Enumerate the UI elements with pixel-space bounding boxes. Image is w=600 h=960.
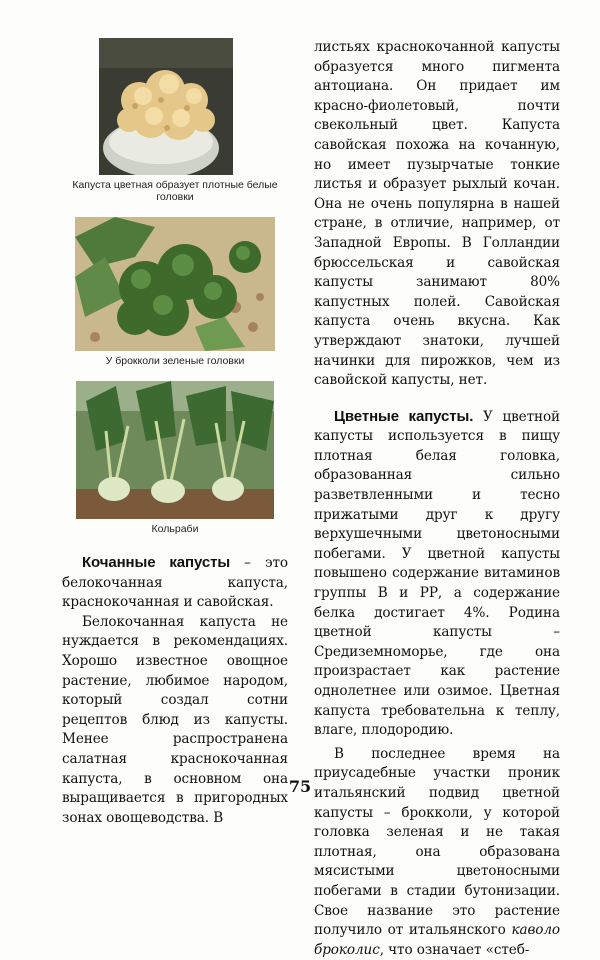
italic-term: каволо броколис <box>314 922 560 958</box>
heading-cauliflower: Цветные капусты. <box>334 407 474 425</box>
cauliflower-photo-icon <box>99 38 233 175</box>
figure-cauliflower <box>99 38 233 175</box>
paragraph-broccoli-start: В последнее время на приусадебные участки проник итальянский подвид цветной капусты – брокколи, у которой головка зеленая и не такая плотная, она образована мясистыми цветоносными побегами в стадии бутонизации. Свое название это растение получило от итальянского <box>314 745 560 939</box>
page-number: 75 <box>288 777 312 796</box>
paragraph-cauliflower-text: У цветной капусты используется в пищу плотная белая головка, образованная сильно разветвленными и тесно прижатыми друг к другу верхушечными цветоносными побегами. У цветной капусты повышено содержание витаминов группы В и РР, а содержание белка достигает 4%. Родина цветной капусты – Средиземноморье, где она произрастает как растение однолетнее или озимое. Цветная капуста требовательна к теплу, влаге, плодородию. <box>314 408 561 739</box>
paragraph-head-cabbage <box>62 553 288 613</box>
kohlrabi-photo-icon <box>76 381 274 519</box>
paragraph-broccoli-end: , что означает «стеб- <box>379 941 530 958</box>
paragraph-white-cabbage: Белокочанная капуста не нуждается в рекомендациях. Хорошо известное овощное растение, любимое народом, который создал сотни рецептов блюд из капусты. Менее распространена салатная краснокочанная капуста, в основном она выращивается в пригородных зонах овощеводства. В <box>62 613 288 826</box>
broccoli-photo-icon <box>75 217 275 351</box>
right-column <box>314 38 560 960</box>
heading-head-cabbage-tail: – это белокочанная капуста, краснокочанная и савойская. <box>62 555 288 611</box>
paragraph-red-savoy: листьях краснокочанной капусты образуется много пигмента антоциана. Он придает им красно-фиолетовый, почти свекольный цвет. Капуста савойская похожа на кочанную, но имеет пузырчатые тонкие листья и образует рыхлый кочан. Она не очень популярна в нашей стране, в отличие, например, от Западной Европы. В Голландии брюссельская и савойская капусты занимают 80% капустных полей. Савойская капуста очень вкусна. Как утверждают знатоки, лучшей начинки для пирожков, чем из савойской капусты, нет. <box>314 39 560 389</box>
figure-broccoli <box>75 217 275 351</box>
heading-head-cabbage: Кочанные капусты <box>82 554 231 571</box>
caption-kohlrabi: Кольраби <box>151 523 199 535</box>
left-column <box>62 38 288 828</box>
figure-kohlrabi <box>76 381 274 519</box>
caption-cauliflower: Капуста цветная образует плотные белые головки <box>72 179 278 203</box>
caption-broccoli: У брокколи зеленые головки <box>105 355 245 367</box>
paragraph-cauliflower <box>314 407 560 741</box>
